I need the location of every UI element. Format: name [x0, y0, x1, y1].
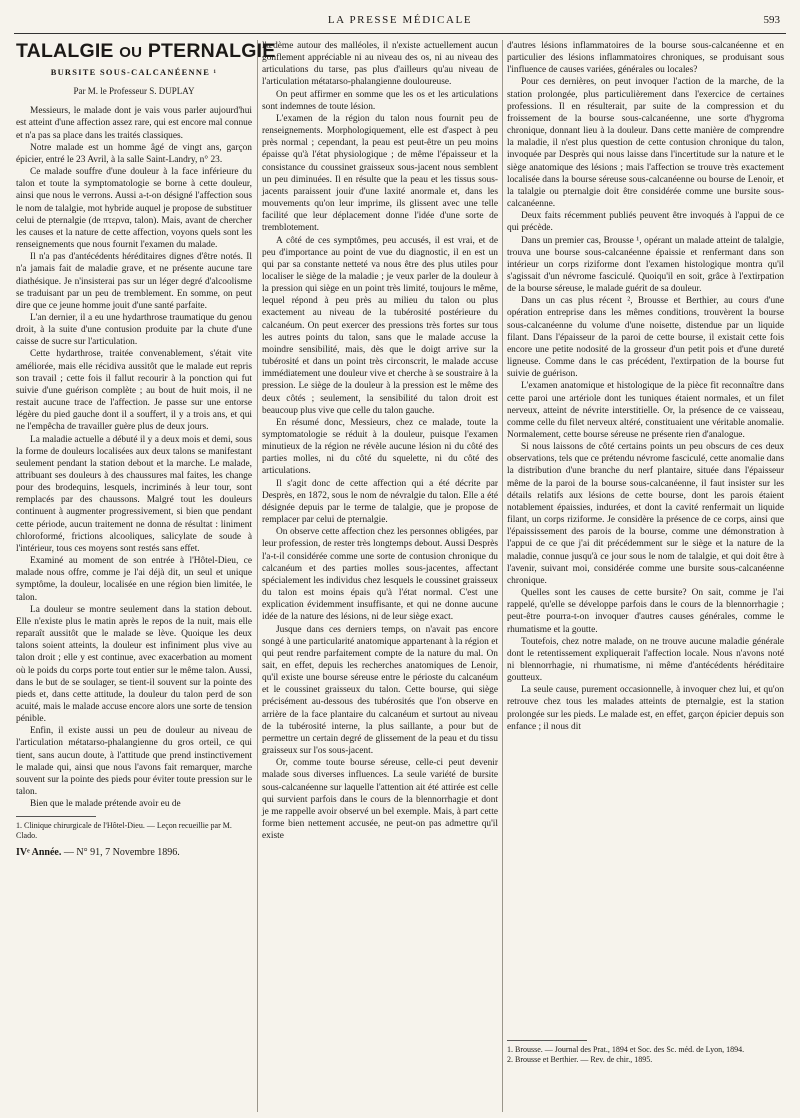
paragraph: Or, comme toute bourse séreuse, celle-ci peut devenir malade sous diverses influences. La seule variété de bursite sous-calcanéenne sur laquelle l'attention ait été attirée est celle qui survient parfois dans le cours de la blennorrhagie et dont je me rappelle avoir observé un bel exemple. Mais, à part cette forme bien nettement accusée, ne peut-on pas admettre qu'il existe [262, 758, 498, 842]
issue-line [16, 847, 252, 859]
title-part-b: PTERNALGIE [147, 40, 276, 62]
column-divider [257, 40, 258, 1112]
paragraph: Si nous laissons de côté certains points un peu obscurs de ces deux observations, tels que ce prétendu névrome fasciculé, cette anomalie dans la distribution d'une branche du nerf plantaire, située dans l'épaisseur même de la paroi de la bourse sous-calcanéenne, il faut insister sur les détails relatifs aux lésions de cette bourse, dont les parois étaient notablement épaissies, indurées, et dont la cavité renfermait un liquide filant, un corps riziforme. Je considère la présence de ce corps, ainsi que l'épaississement des parois de la bourse, comme une démonstration à l'appui de ce que j'ai dit précédemment sur le siège et la nature de la maladie, connue jusqu'à ce jour sous le nom de talalgie, et qui doit être à l'avenir, suivant moi, considérée comme une bursite sous-calcanéenne chronique. [507, 442, 784, 586]
paragraph: Dans un premier cas, Brousse ¹, opérant un malade atteint de talalgie, trouva une bourse sous-calcanéenne épaissie et renfermant dans son intérieur un corps riziforme dont l'examen histologique montra qu'il s'agissait d'un névrome fasciculé. Quoiqu'il en soit, grâce à l'extirpation de la bourse séreuse, le malade guérit de sa douleur. [507, 235, 784, 295]
footnote: 2. Brousse et Berthier. — Rev. de chir., 1895. [507, 1055, 653, 1064]
paragraph: Ce malade souffre d'une douleur à la face inférieure du talon et toute la symptomatologie se borne à cette douleur, ainsi que nous le verrons. Aussi a-t-on désigné l'affection sous le nom de talalgie, mot hybride auquel je propose de substituer celui de pternalgie (de πτερνα, talon). Mais, avant de chercher les causes et la nature de cette affection, voyons quels sont les renseignements que nous fournit l'examen du malade. [16, 167, 252, 251]
header-rule [14, 33, 786, 34]
paragraph: Il n'a pas d'antécédents héréditaires dignes d'être notés. Il n'a jamais fait de maladie grave, et ne présente aucune tare diathésique. Je n'insisterai pas sur un léger degré d'alcoolisme se traduisant par un peu de tremblement. En somme, on peut dire que ce jeune homme jouit d'une santé parfaite. [16, 252, 252, 311]
paragraph: A côté de ces symptômes, peu accusés, il est vrai, et de peu d'importance au point de vue du diagnostic, il en est un qui par sa constante netteté va nous être des plus utiles pour localiser le siège de la maladie ; je veux parler de la douleur à la pression qui siège en un point très limité, toujours le même, lequel répond à peu près au milieu du talon ou plus exactement au niveau de la tubérosité postérieure du calcanéum. On peut exercer des pressions très fortes sur tous les autres points du talon, sans que le malade accuse la moindre sensibilité, mais, dès que le doigt arrive sur la tubérosité et dans un point très circonscrit, le malade accuse immédiatement une douleur vive et cherche à se soustraire à la pression. Le siège de la douleur à la pression est le même des deux côtés ; seulement, la sensibilité du talon droit est beaucoup plus vive que celle du talon gauche. [262, 235, 498, 416]
paragraph: L'examen anatomique et histologique de la pièce fit reconnaître dans cette paroi une artériole dont les tuniques étaient normales, et un filet nerveux, atteint de névrite interstitielle. Or, la présence de ce vaisseau, comme celle du filet nerveux altéré, constituaient une véritable anomalie. Normalement, cette bourse séreuse ne présente rien d'analogue. [507, 381, 784, 440]
paragraph: Notre malade est un homme âgé de vingt ans, garçon épicier, entré le 23 Avril, à la salle Saint-Landry, n° 23. [16, 142, 252, 165]
title-part-a: TALALGIE [16, 40, 114, 62]
paragraph: Toutefois, chez notre malade, on ne trouve aucune maladie générale dont le retentissement expliquerait l'affection locale. Nous n'avons noté ni blennorrhagie, ni rhumatisme, ni même d'antécédents héréditaire goutteux. [507, 636, 784, 684]
issue-number-date: — N° 91, 7 Novembre 1896. [63, 847, 180, 859]
running-head [14, 14, 786, 30]
paragraph: La douleur se montre seulement dans la station debout. Elle n'existe plus le matin après le repos de la nuit, mais elle reparaît aussitôt que le malade se lève. Quoique les deux talons soient atteints, la douleur est infiniment plus vive au talon droit ; elle y est continue, avec exacerbation au moment où le poids du corps porte tout entier sur le même talon. Aussi, dans le but de se soulager, se tient-il souvent sur la pointe des pieds et, dans cette attitude, la douleur du talon perd de son acuité, mais le malade accuse encore alors une sorte de tension pénible. [16, 604, 252, 725]
paragraph: L'an dernier, il a eu une hydarthrose traumatique du genou droit, à la suite d'une contusion produite par la chute d'une caisse de sucre sur l'articulation. [16, 312, 252, 348]
paragraph: En résumé donc, Messieurs, chez ce malade, toute la symptomatologie se réduit à la douleur, puisque l'examen minutieux de la région ne révèle aucune lésion ni du côté des parties molles, ni du côté du squelette, ni du côté des articulations. [262, 417, 498, 477]
paragraph: La seule cause, purement occasionnelle, à invoquer chez lui, et qu'on retrouve chez tous les malades atteints de pternalgie, est la station prolongée sur les pieds. Le malade est, en effet, garçon épicier depuis son enfance ; il nous dit [507, 685, 784, 732]
paragraph: On peut affirmer en somme que les os et les articulations sont indemnes de toute lésion. [262, 89, 498, 112]
paragraph: Dans un cas plus récent ², Brousse et Berthier, au cours d'une opération entreprise dans les mêmes conditions, trouvèrent la bourse sous-calcanéenne du volume d'une noisette, distendue par un liquide filant. Dans l'épaisseur de la paroi de cette bourse, il existait cette fois encore une petite nodosité de la grosseur d'un petit pois et d'une dureté ligneuse. Comme dans le cas précédent, l'extirpation de la bourse fut suivie de guérison. [507, 296, 784, 380]
paragraph: Il s'agit donc de cette affection qui a été décrite par Desprès, en 1872, sous le nom de névralgie du talon. Elle a été désignée depuis par le terme de talalgie, que je propose de remplacer par celui de pternalgie. [262, 478, 498, 526]
paragraph: Bien que le malade prétende avoir eu de [30, 799, 181, 810]
paragraph: L'examen de la région du talon nous fournit peu de renseignements. Morphologiquement, elle est d'aspect à peu près normal ; cependant, la peau est peut-être un peu moins épaisse qu'à l'état physiologique ; de même l'épaisseur et la consistance du coussinet graisseux sous-jacent nous semblent un peu diminuées. Il en résulte que la peau et les tissus sous-jacents paraissent jouir d'une laxité anormale et, dans les mouvements qu'on leur imprime, ils glissent avec une telle facilité que leur déplacement donne l'idée d'une sorte de tremblotement. [262, 113, 498, 234]
paragraph: d'autres lésions inflammatoires de la bourse sous-calcanéenne et en particulier des lésions inflammatoires chroniques, se produisant sous l'influence de causes variées, générales ou locales? [507, 41, 784, 76]
footnote: 1. Clinique chirurgicale de l'Hôtel-Dieu. — Leçon recueillie par M. Clado. [16, 821, 232, 841]
article-subtitle: BURSITE SOUS-CALCANÉENNE ¹ [50, 68, 218, 77]
paragraph: On observe cette affection chez les personnes obligées, par leur profession, de rester très longtemps debout. Aussi Desprès l'a-t-il considérée comme une sorte de contusion chronique du calcanéum et des parties molles sous-jacentes, affectant spécialement les individus chez lesquels le coussinet graisseux du talon est moins épais qu'à l'état normal. C'est une explication évidemment insuffisante, et qui ne donne aucune idée de la nature des lésions, ni de leur siège exact. [262, 527, 498, 623]
paragraph: Examiné au moment de son entrée à l'Hôtel-Dieu, ce malade nous offre, comme je l'ai déjà dit, un seul et unique symptôme, la douleur, localisée en une région bien limitée, le talon. [16, 556, 252, 603]
paragraph: La maladie actuelle a débuté il y a deux mois et demi, sous la forme de douleurs localisées aux deux talons se manifestant seulement pendant la station debout et la marche. Le malade, attribuant ses douleurs à des chaussures mal faites, les change pour des brodequins, lesquels, incriminés à leur tour, sont remplacés par des chaussons. Malgré tout les douleurs continuent à augmenter progressivement, si bien que pendant cette période, aucun traitement ne donna de résultat : liniment chloroformé, frictions alcooliques, salicylate de soude à l'intérieur, tous ces moyens sont restés sans effet. [16, 434, 252, 554]
paragraph: Messieurs, le malade dont je vais vous parler aujourd'hui est atteint d'une affection assez rare, qui est encore mal connue et n'a pas sa place dans les traités classiques. [16, 106, 252, 141]
column-2 [262, 40, 498, 1112]
footnote: 1. Brousse. — Journal des Prat., 1894 et Soc. des Sc. méd. de Lyon, 1894. [507, 1045, 745, 1054]
column-1 [16, 40, 276, 1112]
issue-year: IVᵉ Année. [16, 847, 62, 859]
paragraph: l'œdème autour des malléoles, il n'existe actuellement aucun gonflement appréciable ni au niveau des os, ni au niveau des articulations du tarse, pas plus d'ailleurs qu'au niveau de l'articulation métatarso-phalangienne douloureuse. [262, 41, 498, 88]
footnote-rule [16, 816, 96, 817]
title-ou: OU [119, 44, 143, 61]
paragraph: Quelles sont les causes de cette bursite? On sait, comme je l'ai rappelé, qu'elle se développe parfois dans le cours de la blennorrhagie ; peut-être pourra-t-on invoquer d'autres causes générales, comme le rhumatisme et la goutte. [507, 588, 784, 635]
paragraph: Deux faits récemment publiés peuvent être invoqués à l'appui de ce qui précède. [507, 211, 784, 234]
paragraph: Jusque dans ces derniers temps, on n'avait pas encore songé à une particularité anatomique appartenant à la région et qui peut rendre parfaitement compte de la nature du mal. On sait, en effet, depuis les recherches anatomiques de Lenoir, qu'il existe une bourse séreuse entre le périoste du calcanéum et le coussinet graisseux du talon. Cette bourse, qui siège précisément au-dessous des tubérosités que l'on observe en arrière de la face plantaire du calcanéum et surtout au niveau de la tubérosité interne, la plus saillante, a pour but de permettre un certain degré de glissement de la peau et du tissu graisseux sur l'os sous-jacent. [262, 624, 498, 757]
page-number: 593 [763, 14, 780, 26]
footnote-rule [507, 1040, 587, 1041]
column-divider [502, 40, 503, 1112]
paragraph: Pour ces dernières, on peut invoquer l'action de la marche, de la station prolongée, plus particulièrement dans l'exercice de certaines professions. Il en résulterait, par suite de la compression et du froissement de la bourse sous-calcanéenne, une sorte d'hygroma chronique, donnant lieu à la douleur. Dans cette manière de comprendre la maladie, il n'est plus question de cette contusion chronique du talon, invoquée par Desprès qui nous laisse dans l'incertitude sur la nature et le siège anatomique des lésions ; mais l'affection se trouve très exactement localisée dans la bourse séreuse sous-calcanéenne ou bourse de Lenoir, et la talalgie ou pternalgie doit être considérée comme une bursite sous-calcanéenne. [507, 77, 784, 210]
column-3-footnotes [507, 1034, 784, 1065]
column-3 [507, 40, 784, 1028]
journal-title: LA PRESSE MÉDICALE [327, 14, 473, 26]
paragraph: Cette hydarthrose, traitée convenablement, s'était vite améliorée, mais elle récidiva aussitôt que le malade eut repris son travail ; cette fois il fallut recourir à la ponction qui fut suivie d'une guérison complète ; au bout de huit mois, il ne restait aucune trace de l'affection. Je passe sur une entorse légère du pied gauche dont il a souffert, il y a trois ans, et qui ne l'empêcha de travailler guère plus de deux jours. [16, 349, 252, 433]
article-title [16, 40, 276, 64]
byline: Par M. le Professeur S. DUPLAY [73, 86, 195, 97]
paragraph: Enfin, il existe aussi un peu de douleur au niveau de l'articulation métatarso-phalangienne du gros orteil, ce qui tient, sans aucun doute, à l'attitude que prend instinctivement le malade qui, ainsi que nous l'avons fait remarquer, marche souvent sur la pointe des pieds pour éviter toute pression sur le talon. [16, 726, 252, 798]
